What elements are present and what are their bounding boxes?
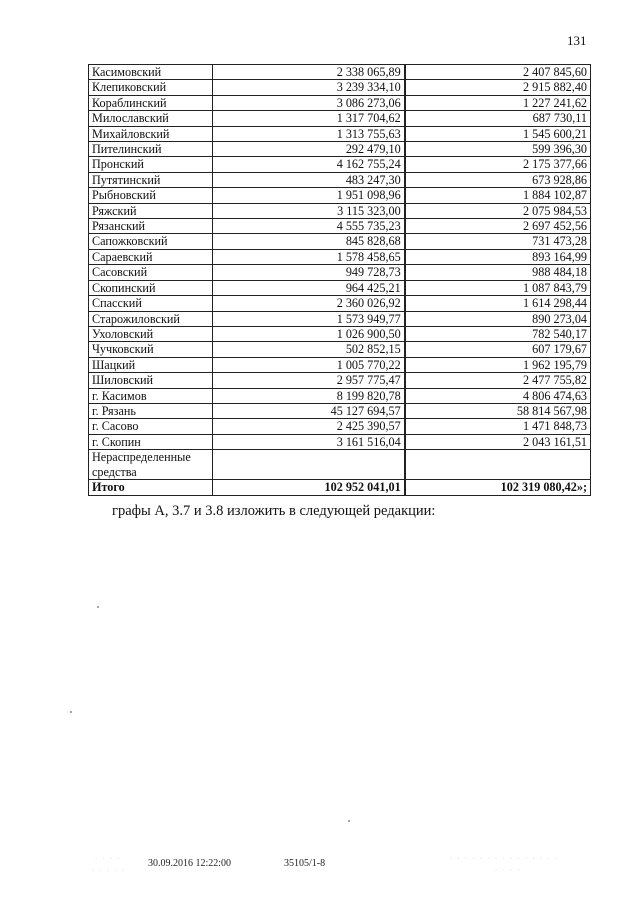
table-row	[89, 80, 591, 95]
region-name-cell: Сапожковский	[89, 234, 213, 249]
region-name-cell: Спасский	[89, 296, 213, 311]
value-column-1-cell: 1 026 900,50	[212, 326, 405, 341]
value-column-1-cell: 3 239 334,10	[212, 80, 405, 95]
region-name-cell: Сараевский	[89, 249, 213, 264]
region-name-cell: Кораблинский	[89, 95, 213, 110]
table-row	[89, 388, 591, 403]
region-name-cell: Шиловский	[89, 373, 213, 388]
table-row	[89, 157, 591, 172]
scan-mark: · · · · · · · · · · · · · · ·	[450, 856, 559, 862]
table-row	[89, 265, 591, 280]
value-column-2-cell: 687 730,11	[405, 111, 591, 126]
region-name-cell: Старожиловский	[89, 311, 213, 326]
region-name-cell: Ухоловский	[89, 326, 213, 341]
value-column-1-cell: 2 957 775,47	[212, 373, 405, 388]
footer-doc-number: 35105/1-8	[284, 858, 326, 869]
region-name-cell: Пителинский	[89, 142, 213, 157]
value-column-1-cell: 1 951 098,96	[212, 188, 405, 203]
table-row	[89, 111, 591, 126]
value-column-2-cell: 2 915 882,40	[405, 80, 591, 95]
table-row	[89, 234, 591, 249]
region-name-cell: Шацкий	[89, 357, 213, 372]
region-name-cell: Сасовский	[89, 265, 213, 280]
table-row	[89, 296, 591, 311]
value-column-1-cell	[212, 450, 405, 480]
scan-dot	[348, 820, 350, 822]
value-column-1-cell: 8 199 820,78	[212, 388, 405, 403]
value-column-1-cell: 1 573 949,77	[212, 311, 405, 326]
value-column-1-cell: 502 852,15	[212, 342, 405, 357]
table-row	[89, 249, 591, 264]
value-column-1-cell: 2 338 065,89	[212, 65, 405, 80]
value-column-2-cell: 782 540,17	[405, 326, 591, 341]
table-row	[89, 403, 591, 418]
table-row	[89, 126, 591, 141]
value-column-1-cell: 964 425,21	[212, 280, 405, 295]
value-column-1-cell: 949 728,73	[212, 265, 405, 280]
value-column-2-cell: 731 473,28	[405, 234, 591, 249]
value-column-2-cell: 599 396,30	[405, 142, 591, 157]
table-row	[89, 311, 591, 326]
region-name-cell: г. Рязань	[89, 403, 213, 418]
value-column-1-cell: 2 425 390,57	[212, 419, 405, 434]
scan-dot	[70, 711, 72, 713]
value-column-2-cell: 1 884 102,87	[405, 188, 591, 203]
region-name-cell: Нераспределенные средства	[89, 450, 213, 480]
value-column-2-cell: 2 407 845,60	[405, 65, 591, 80]
total-row	[89, 480, 591, 495]
region-name-cell: Рязанский	[89, 219, 213, 234]
value-column-2-cell: 2 043 161,51	[405, 434, 591, 449]
scan-dot	[97, 606, 99, 608]
value-column-2-cell: 1 087 843,79	[405, 280, 591, 295]
table-row	[89, 373, 591, 388]
table-row	[89, 280, 591, 295]
instruction-text: графы А, 3.7 и 3.8 изложить в следующей редакции:	[112, 503, 436, 519]
table-row	[89, 142, 591, 157]
table-row	[89, 172, 591, 187]
budget-table	[88, 64, 591, 496]
unallocated-row	[89, 450, 591, 480]
table-row	[89, 65, 591, 80]
value-column-2-cell: 890 273,04	[405, 311, 591, 326]
table-row	[89, 203, 591, 218]
value-column-2-cell: 607 179,67	[405, 342, 591, 357]
value-column-2-cell: 4 806 474,63	[405, 388, 591, 403]
table-row	[89, 219, 591, 234]
value-column-2-cell: 1 227 241,62	[405, 95, 591, 110]
value-column-2-cell: 2 175 377,66	[405, 157, 591, 172]
value-column-1-cell: 2 360 026,92	[212, 296, 405, 311]
table-row	[89, 188, 591, 203]
value-column-1-cell: 845 828,68	[212, 234, 405, 249]
value-column-1-cell: 3 115 323,00	[212, 203, 405, 218]
value-column-2-cell: 2 477 755,82	[405, 373, 591, 388]
value-column-2-cell: 893 164,99	[405, 249, 591, 264]
value-column-2-cell: 1 471 848,73	[405, 419, 591, 434]
region-name-cell: Скопинский	[89, 280, 213, 295]
value-column-2-cell: 988 484,18	[405, 265, 591, 280]
value-column-1-cell: 292 479,10	[212, 142, 405, 157]
value-column-1-cell: 483 247,30	[212, 172, 405, 187]
region-name-cell: Пронский	[89, 157, 213, 172]
region-name-cell: Клепиковский	[89, 80, 213, 95]
value-column-2-cell: 102 319 080,42»;	[405, 480, 591, 495]
table-row	[89, 326, 591, 341]
scan-mark: · · · ·	[495, 868, 522, 874]
value-column-1-cell: 1 005 770,22	[212, 357, 405, 372]
value-column-2-cell	[405, 450, 591, 480]
value-column-1-cell: 1 313 755,63	[212, 126, 405, 141]
value-column-1-cell: 45 127 694,57	[212, 403, 405, 418]
value-column-2-cell: 1 545 600,21	[405, 126, 591, 141]
value-column-2-cell: 58 814 567,98	[405, 403, 591, 418]
region-name-cell: г. Сасово	[89, 419, 213, 434]
value-column-2-cell: 673 928,86	[405, 172, 591, 187]
value-column-1-cell: 4 162 755,24	[212, 157, 405, 172]
scan-mark: · · · · ·	[92, 868, 126, 874]
region-name-cell: Ряжский	[89, 203, 213, 218]
value-column-1-cell: 3 161 516,04	[212, 434, 405, 449]
region-name-cell: Рыбновский	[89, 188, 213, 203]
region-name-cell: Чучковский	[89, 342, 213, 357]
region-name-cell: г. Скопин	[89, 434, 213, 449]
region-name-cell: Касимовский	[89, 65, 213, 80]
region-name-cell: г. Касимов	[89, 388, 213, 403]
value-column-1-cell: 1 578 458,65	[212, 249, 405, 264]
value-column-2-cell: 1 962 195,79	[405, 357, 591, 372]
value-column-1-cell: 4 555 735,23	[212, 219, 405, 234]
table-row	[89, 342, 591, 357]
table-row	[89, 434, 591, 449]
table-row	[89, 95, 591, 110]
scan-mark: · · · ·	[95, 856, 122, 862]
value-column-2-cell: 2 075 984,53	[405, 203, 591, 218]
page-number: 131	[567, 33, 587, 48]
region-name-cell: Итого	[89, 480, 213, 495]
table-row	[89, 357, 591, 372]
table-body	[89, 65, 591, 496]
value-column-2-cell: 2 697 452,56	[405, 219, 591, 234]
value-column-2-cell: 1 614 298,44	[405, 296, 591, 311]
value-column-1-cell: 3 086 273,06	[212, 95, 405, 110]
region-name-cell: Михайловский	[89, 126, 213, 141]
region-name-cell: Путятинский	[89, 172, 213, 187]
value-column-1-cell: 102 952 041,01	[212, 480, 405, 495]
value-column-1-cell: 1 317 704,62	[212, 111, 405, 126]
region-name-cell: Милославский	[89, 111, 213, 126]
table-row	[89, 419, 591, 434]
footer-datetime: 30.09.2016 12:22:00	[148, 858, 232, 869]
